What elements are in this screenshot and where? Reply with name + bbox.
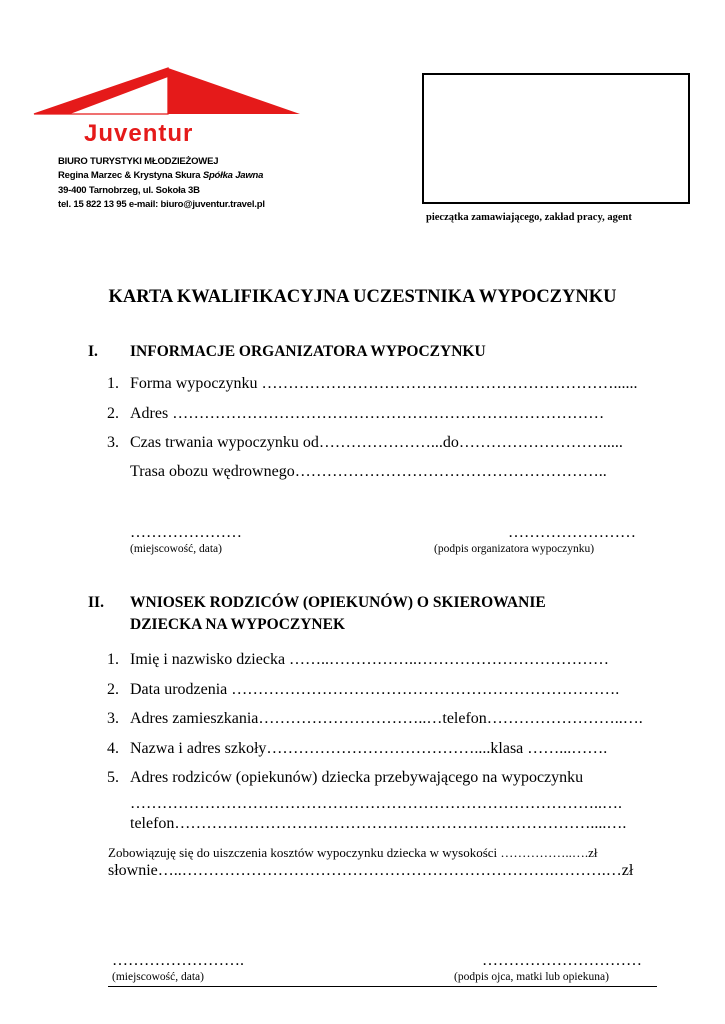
s2-item-home-address[interactable]: Adres zamieszkania…………………………..…telefon……………………..…. [130, 710, 643, 727]
s2-commitment[interactable]: Zobowiązuję się do uiszczenia kosztów wypoczynku dziecka w wysokości ……………..….zł [108, 845, 598, 860]
s2-sign-left-label: (miejscowość, data) [112, 971, 204, 983]
juventur-logo [30, 64, 310, 154]
s2-item-parents-address-dots[interactable]: ……………………………………………………………………………..…. [130, 795, 622, 812]
s2-item-3-number: 3. [107, 710, 119, 727]
s2-item-parents-phone[interactable]: telefon……………………………………………………………………....…. [130, 815, 627, 832]
company-address: 39-400 Tarnobrzeg, ul. Sokoła 3B [58, 185, 200, 196]
section-2-number: II. [88, 594, 104, 611]
s2-amount-in-words[interactable]: słownie…..…………………………………………………………….……….…zł [108, 862, 634, 879]
company-contact: tel. 15 822 13 95 e-mail: biuro@juventur.travel.pl [58, 199, 265, 210]
s2-item-birth-date[interactable]: Data urodzenia ………………………………………………………………. [130, 681, 620, 698]
s2-item-child-name[interactable]: Imię i nazwisko dziecka ……..……………..……………………………… [130, 651, 610, 668]
section-1-heading: INFORMACJE ORGANIZATORA WYPOCZYNKU [130, 343, 486, 360]
logo-text: Juventur [84, 120, 194, 147]
s1-item-duration[interactable]: Czas trwania wypoczynku od…………………...do………………………..... [130, 434, 623, 451]
document-title: KARTA KWALIFIKACYJNA UCZESTNIKA WYPOCZYNKU [108, 287, 617, 307]
s2-sign-right-label: (podpis ojca, matki lub opiekuna) [454, 971, 609, 983]
s2-sign-left-dots[interactable]: ……………………. [112, 952, 244, 969]
s2-item-1-number: 1. [107, 651, 119, 668]
s1-route[interactable]: Trasa obozu wędrownego………………………………………………….. [130, 463, 607, 480]
s2-item-2-number: 2. [107, 681, 119, 698]
section-2-heading-line-2: DZIECKA NA WYPOCZYNEK [130, 616, 346, 633]
s1-item-2-number: 2. [107, 405, 119, 422]
stamp-caption: pieczątka zamawiającego, zakład pracy, agent [426, 212, 632, 223]
s2-item-5-number: 5. [107, 769, 119, 786]
company-owners [58, 170, 263, 181]
stamp-box[interactable] [422, 73, 690, 204]
bottom-rule [108, 986, 657, 987]
s1-item-1-number: 1. [107, 375, 119, 392]
section-2-heading-line-1: WNIOSEK RODZICÓW (OPIEKUNÓW) O SKIEROWANIE [130, 594, 546, 611]
s2-item-4-number: 4. [107, 740, 119, 757]
s1-sign-left-dots[interactable]: ………………… [130, 524, 242, 541]
s2-item-school[interactable]: Nazwa i adres szkoły…………………………………....klasa ……...……. [130, 740, 608, 757]
s1-item-address[interactable]: Adres ……………………………………………………………………… [130, 405, 605, 422]
company-owners-form: Spółka Jawna [202, 170, 264, 181]
s1-item-form[interactable]: Forma wypoczynku …………………………………………………………...... [130, 375, 638, 392]
s1-item-3-number: 3. [107, 434, 119, 451]
company-owners-names: Regina Marzec & Krystyna Skura [58, 170, 203, 181]
s2-item-parents-address: Adres rodziców (opiekunów) dziecka przebywającego na wypoczynku [130, 769, 584, 786]
company-name: BIURO TURYSTYKI MŁODZIEŻOWEJ [58, 156, 219, 167]
section-1-number: I. [88, 343, 98, 360]
s2-sign-right-dots[interactable]: ………………………… [482, 952, 642, 969]
s1-sign-right-label: (podpis organizatora wypoczynku) [434, 543, 595, 555]
s1-sign-right-dots[interactable]: …………………… [508, 524, 636, 541]
logo-roof-right [168, 68, 300, 114]
s1-sign-left-label: (miejscowość, data) [130, 543, 222, 555]
